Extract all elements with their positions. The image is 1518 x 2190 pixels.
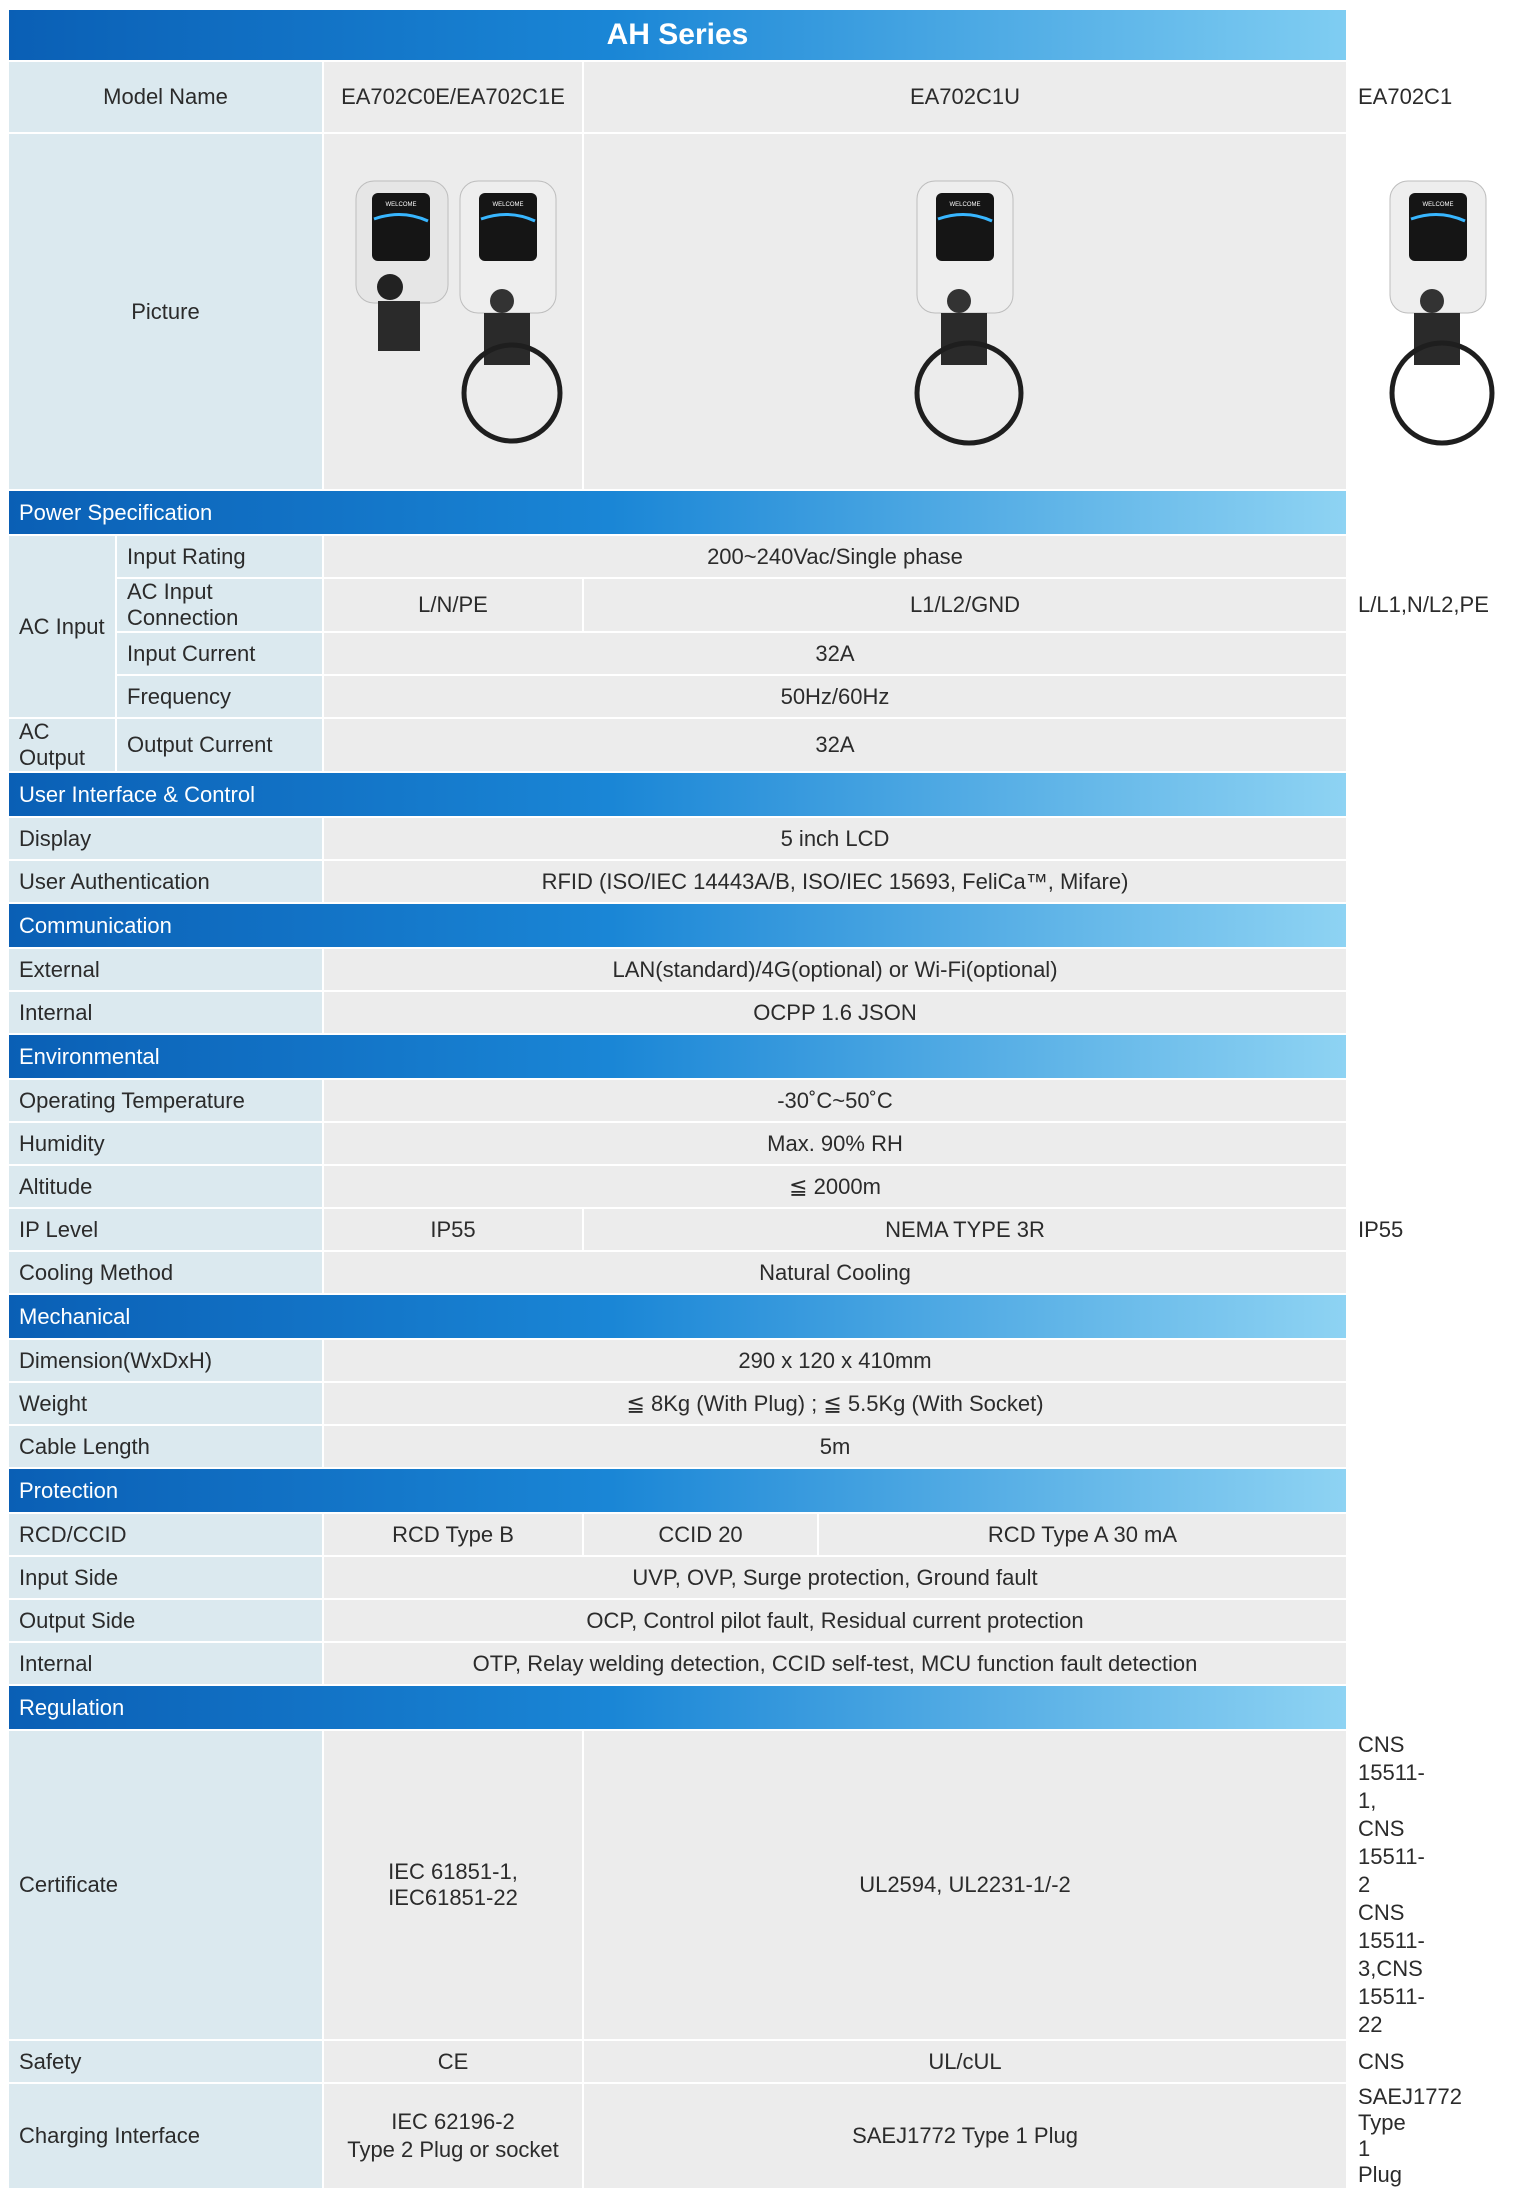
charging-interface-col-1 — [323, 2083, 583, 2189]
ac-input-label: AC Input — [8, 535, 116, 718]
comm-internal-value: OCPP 1.6 JSON — [323, 991, 1347, 1034]
charging-interface-label: Charging Interface — [8, 2083, 323, 2189]
input-rating-value: 200~240Vac/Single phase — [323, 535, 1347, 578]
rcd-ccid-col-2: CCID 20 — [583, 1513, 818, 1556]
charger-image-1 — [323, 133, 583, 490]
ip-level-col-2: NEMA TYPE 3R — [583, 1208, 1347, 1251]
section-environmental: Environmental — [8, 1034, 1347, 1079]
external-label: External — [8, 948, 323, 991]
frequency-value: 50Hz/60Hz — [323, 675, 1347, 718]
dimension-value: 290 x 120 x 410mm — [323, 1339, 1347, 1382]
user-authentication-value: RFID (ISO/IEC 14443A/B, ISO/IEC 15693, FeliCa™, Mifare) — [323, 860, 1347, 903]
cable-length-value: 5m — [323, 1425, 1347, 1468]
svg-text:WELCOME: WELCOME — [949, 201, 981, 208]
svg-text:WELCOME: WELCOME — [1422, 201, 1454, 208]
svg-text:WELCOME: WELCOME — [385, 201, 417, 208]
ip-level-col-1: IP55 — [323, 1208, 583, 1251]
output-current-value: 32A — [323, 718, 1347, 772]
humidity-value: Max. 90% RH — [323, 1122, 1347, 1165]
frequency-label: Frequency — [116, 675, 323, 718]
section-user-interface: User Interface & Control — [8, 772, 1347, 817]
ac-input-connection-col-1: L/N/PE — [323, 578, 583, 632]
model-col-1: EA702C0E/EA702C1E — [323, 61, 583, 133]
model-col-2: EA702C1U — [583, 61, 1347, 133]
rcd-ccid-col-3: RCD Type A 30 mA — [818, 1513, 1347, 1556]
external-value: LAN(standard)/4G(optional) or Wi-Fi(optional) — [323, 948, 1347, 991]
cable-length-label: Cable Length — [8, 1425, 323, 1468]
safety-col-1: CE — [323, 2040, 583, 2083]
ac-output-label: AC Output — [8, 718, 116, 772]
ac-input-connection-label: AC Input Connection — [116, 578, 323, 632]
comm-internal-label: Internal — [8, 991, 323, 1034]
picture-label: Picture — [8, 133, 323, 490]
protection-internal-label: Internal — [8, 1642, 323, 1685]
cooling-method-value: Natural Cooling — [323, 1251, 1347, 1294]
input-current-label: Input Current — [116, 632, 323, 675]
operating-temperature-value: -30˚C~50˚C — [323, 1079, 1347, 1122]
display-value: 5 inch LCD — [323, 817, 1347, 860]
rcd-ccid-label: RCD/CCID — [8, 1513, 323, 1556]
altitude-label: Altitude — [8, 1165, 323, 1208]
series-title: AH Series — [8, 9, 1347, 61]
altitude-value: ≦ 2000m — [323, 1165, 1347, 1208]
section-mechanical: Mechanical — [8, 1294, 1347, 1339]
model-name-label: Model Name — [8, 61, 323, 133]
humidity-label: Humidity — [8, 1122, 323, 1165]
cooling-method-label: Cooling Method — [8, 1251, 323, 1294]
section-communication: Communication — [8, 903, 1347, 948]
charger-image-2 — [583, 133, 1347, 490]
dimension-label: Dimension(WxDxH) — [8, 1339, 323, 1382]
input-side-value: UVP, OVP, Surge protection, Ground fault — [323, 1556, 1347, 1599]
weight-label: Weight — [8, 1382, 323, 1425]
certificate-col-2: UL2594, UL2231-1/-2 — [583, 1730, 1347, 2040]
input-current-value: 32A — [323, 632, 1347, 675]
charging-interface-col-1-line-2: Type 2 Plug or socket — [347, 2137, 559, 2162]
certificate-label: Certificate — [8, 1730, 323, 2040]
section-regulation: Regulation — [8, 1685, 1347, 1730]
rcd-ccid-col-1: RCD Type B — [323, 1513, 583, 1556]
certificate-col-1: IEC 61851-1, IEC61851-22 — [323, 1730, 583, 2040]
operating-temperature-label: Operating Temperature — [8, 1079, 323, 1122]
input-side-label: Input Side — [8, 1556, 323, 1599]
spec-table: AH Series Model Name EA702C0E/EA702C1E EA702C1U EA702C1 Picture WELCOME WELCOME WELCOME WELCOME Power Specification AC Input Input Rating 200~240Vac/Single phase AC Input Connection L/N/PE L1/L2/GND L/L1,N/L2,PE Input Current 32A Frequency 50Hz/60Hz AC Output Output Current 32A User Interface & Control Display 5 inch LCD User Authentication RFID (ISO/IEC 14443A/B, ISO/IEC 15693, FeliCa™, Mifare) Communication External LAN(standard)/4G(optional) or Wi-Fi(optional) Internal OCPP 1.6 JSON Environmental Operating Temperature -30˚C~50˚C Humidity Max. 90% RH Altitude ≦ 2000m IP Level IP55 NEMA TYPE 3R IP55 Cooling Method Natural Cooling Mechanical Dimension(WxDxH) 290 x 120 x 410mm Weight ≦ 8Kg (With Plug) ; ≦ 5.5Kg (With Socket) Cable Length 5m Protection RCD/CCID RCD Type B CCID 20 RCD Type A 30 mA Input Side UVP, OVP, Surge protection, Ground fault Output Side OCP, Control pilot fault, Residual current protection Internal OTP, Relay welding detection, CCID self-test, MCU function fault detection Regulation Certificate IEC 61851-1, IEC61851-22 UL2594, UL2231-1/-2 CNS 15511-1, CNS 15511-2 CNS 15511-3,CNS 15511-22 Safety CE UL/cUL CNS Charging Interface IEC 62196-2 Type 2 Plug or socket SAEJ1772 Type 1 Plug SAEJ1772 Type 1 Plug — [7, 8, 1348, 2190]
weight-value: ≦ 8Kg (With Plug) ; ≦ 5.5Kg (With Socket) — [323, 1382, 1347, 1425]
ac-input-connection-col-2: L1/L2/GND — [583, 578, 1347, 632]
ip-level-label: IP Level — [8, 1208, 323, 1251]
user-authentication-label: User Authentication — [8, 860, 323, 903]
output-side-label: Output Side — [8, 1599, 323, 1642]
section-power-specification: Power Specification — [8, 490, 1347, 535]
charging-interface-col-1-line-1: IEC 62196-2 — [391, 2109, 515, 2134]
safety-label: Safety — [8, 2040, 323, 2083]
output-current-label: Output Current — [116, 718, 323, 772]
output-side-value: OCP, Control pilot fault, Residual current protection — [323, 1599, 1347, 1642]
section-protection: Protection — [8, 1468, 1347, 1513]
svg-text:WELCOME: WELCOME — [492, 201, 524, 208]
display-label: Display — [8, 817, 323, 860]
protection-internal-value: OTP, Relay welding detection, CCID self-test, MCU function fault detection — [323, 1642, 1347, 1685]
charging-interface-col-2: SAEJ1772 Type 1 Plug — [583, 2083, 1347, 2189]
input-rating-label: Input Rating — [116, 535, 323, 578]
safety-col-2: UL/cUL — [583, 2040, 1347, 2083]
